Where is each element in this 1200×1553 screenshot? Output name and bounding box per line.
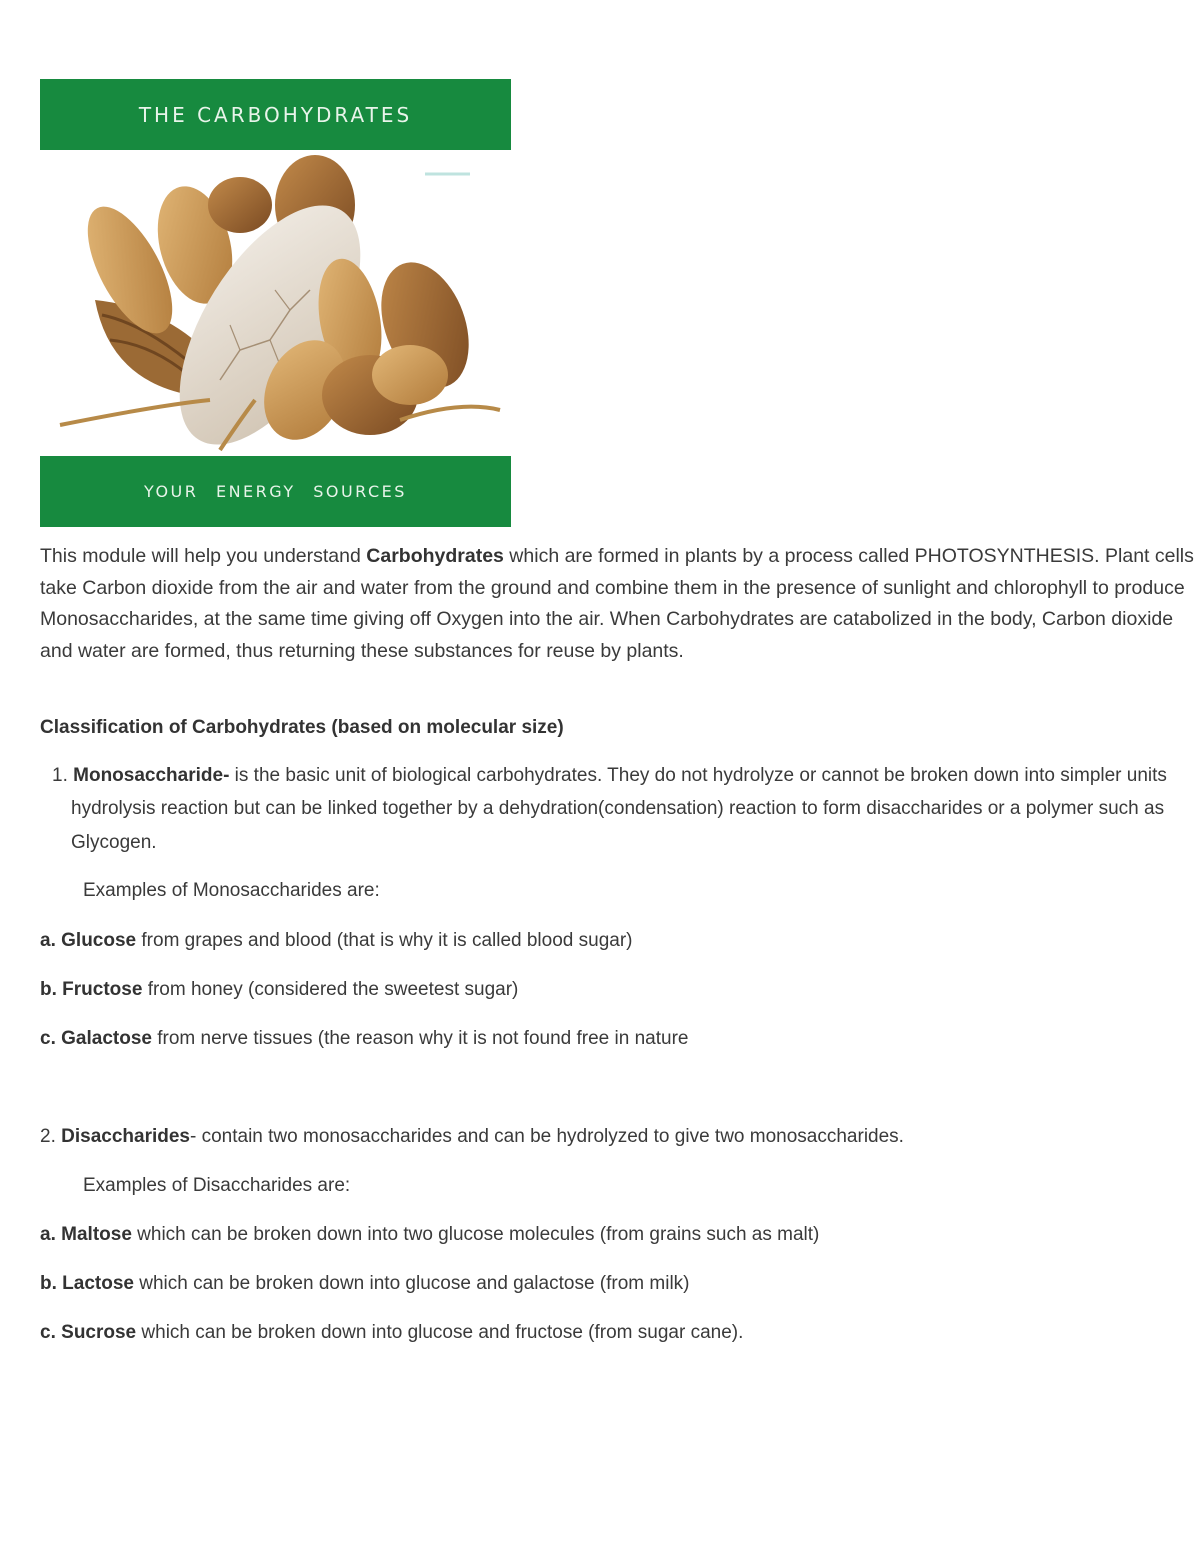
- mono-line-2: hydrolysis reaction but can be linked together by a dehydration(condensation) reaction to form disaccharides or a polymer such as: [71, 798, 1165, 819]
- classification-heading: Classification of Carbohydrates (based on molecular size): [40, 717, 564, 738]
- intro-text-start: This module will help you understand: [40, 545, 367, 567]
- cover-title: THE CARBOHYDRATES: [40, 79, 511, 150]
- bread-basket-illustration: [40, 150, 511, 456]
- mono-line-1: 1. Monosaccharide- is the basic unit of biological carbohydrates. They do not hydrolyze or cannot be broken down into simpler units: [52, 765, 1167, 786]
- intro-paragraph: [40, 541, 1200, 667]
- di-example-item: a. Maltose which can be broken down into two glucose molecules (from grains such as malt): [40, 1224, 820, 1245]
- mono-example-item: a. Glucose from grapes and blood (that is why it is called blood sugar): [40, 930, 633, 951]
- mono-example-item: c. Galactose from nerve tissues (the reason why it is not found free in nature: [40, 1028, 689, 1049]
- di-line: 2. Disaccharides- contain two monosaccharides and can be hydrolyzed to give two monosaccharides.: [40, 1126, 904, 1147]
- mono-example-item: b. Fructose from honey (considered the sweetest sugar): [40, 979, 519, 1000]
- di-examples-label: Examples of Disaccharides are:: [83, 1175, 351, 1196]
- mono-line-3: Glycogen.: [71, 832, 157, 853]
- intro-bold-term: Carbohydrates: [366, 545, 504, 567]
- di-example-item: b. Lactose which can be broken down into glucose and galactose (from milk): [40, 1273, 690, 1294]
- intro-text-rest: which are formed in plants by a process called PHOTOSYNTHESIS. Plant cells take Carbon dioxide from the air and water from the ground and combine them in the presence of sunlight and chlorophyll to produce Monosaccharides, at the same time giving off Oxygen into the air. When Carbohydrates are catabolized in the body, Carbon dioxide and water are formed, thus returning these substances for reuse by plants.: [40, 545, 1194, 662]
- mono-examples-label: Examples of Monosaccharides are:: [83, 880, 380, 901]
- di-example-item: c. Sucrose which can be broken down into glucose and fructose (from sugar cane).: [40, 1322, 744, 1343]
- cover-image: [40, 79, 511, 527]
- cover-subtitle: YOUR ENERGY SOURCES: [40, 456, 511, 527]
